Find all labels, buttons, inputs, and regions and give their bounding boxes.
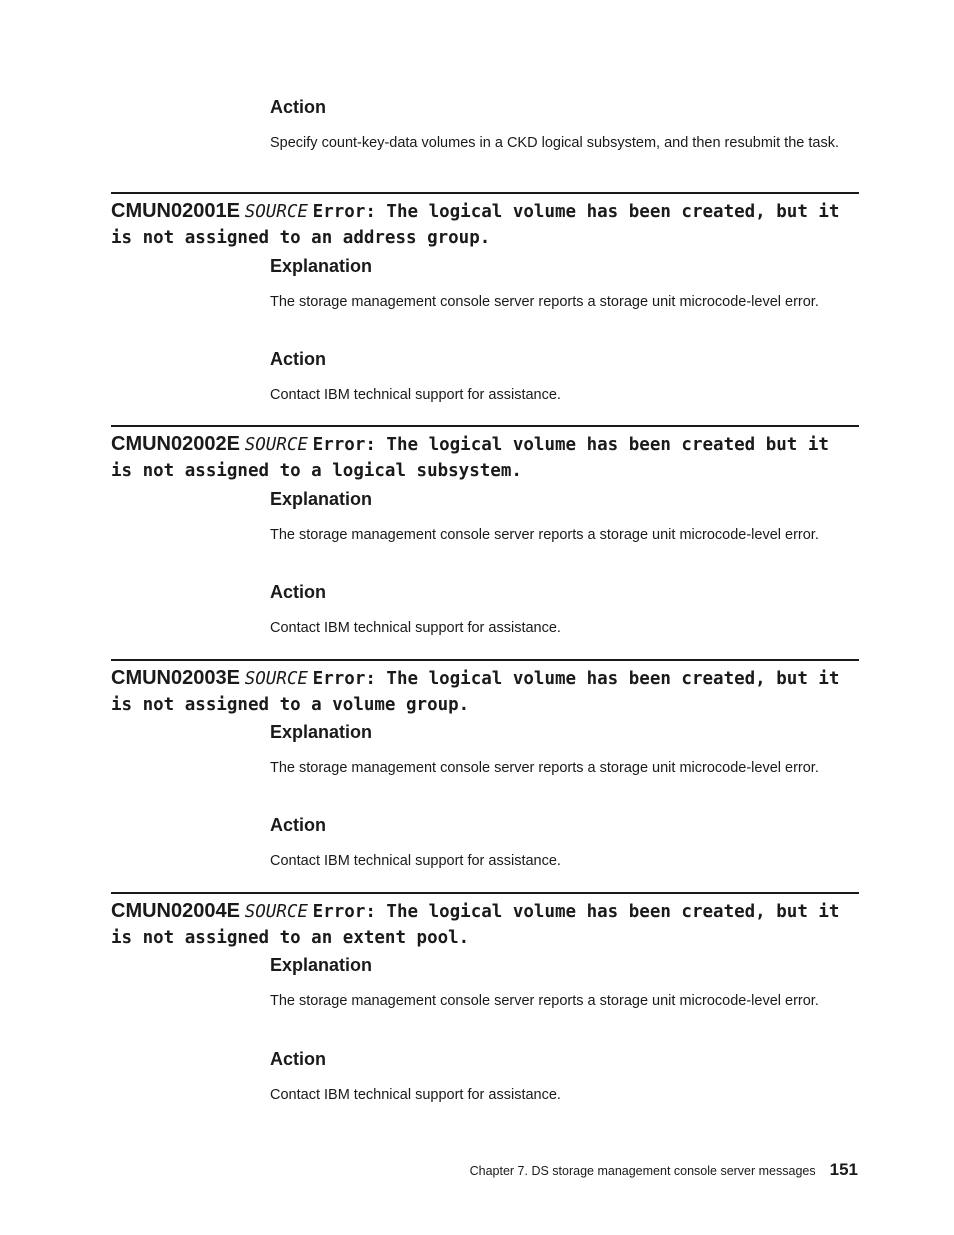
message-text: Error: The logical volume has been created, but it is not assigned to a volume group. [111, 669, 840, 715]
message-text: Error: The logical volume has been created, but it is not assigned to an address group. [111, 202, 840, 248]
intro-action-section [270, 96, 860, 153]
action-heading: Action [270, 815, 326, 835]
action-heading: Action [270, 97, 326, 117]
page-number: 151 [829, 1160, 858, 1179]
action-text: Specify count-key-data volumes in a CKD logical subsystem, and then resubmit the task. [270, 135, 839, 151]
explanation-text: The storage management console server reports a storage unit microcode-level error. [270, 993, 819, 1009]
message-text: Error: The logical volume has been created, but it is not assigned to an extent pool. [111, 902, 840, 948]
message-header-cmun02001e [111, 192, 859, 251]
action-text: Contact IBM technical support for assistance. [270, 620, 561, 636]
action-heading: Action [270, 349, 326, 369]
message-text: Error: The logical volume has been created but it is not assigned to a logical subsystem. [111, 435, 829, 481]
message-explanation-section [270, 255, 860, 312]
message-action-section [270, 581, 860, 638]
message-source: SOURCE [244, 669, 308, 689]
message-id: CMUN02001E [111, 200, 240, 222]
explanation-heading: Explanation [270, 722, 373, 742]
message-title [111, 427, 859, 484]
explanation-text: The storage management console server reports a storage unit microcode-level error. [270, 760, 819, 776]
action-text: Contact IBM technical support for assistance. [270, 1087, 561, 1103]
action-heading: Action [270, 582, 326, 602]
action-text: Contact IBM technical support for assistance. [270, 387, 561, 403]
message-action-section [270, 1048, 860, 1105]
message-title [111, 894, 859, 951]
message-explanation-section [270, 954, 860, 1011]
message-id: CMUN02003E [111, 667, 240, 689]
message-title [111, 194, 859, 251]
message-header-cmun02003e [111, 659, 859, 718]
message-action-section [270, 348, 860, 405]
explanation-text: The storage management console server reports a storage unit microcode-level error. [270, 294, 819, 310]
explanation-heading: Explanation [270, 955, 373, 975]
message-source: SOURCE [244, 435, 308, 455]
message-id: CMUN02002E [111, 433, 240, 455]
action-heading: Action [270, 1049, 326, 1069]
action-text: Contact IBM technical support for assistance. [270, 853, 561, 869]
message-header-cmun02002e [111, 425, 859, 484]
message-source: SOURCE [244, 902, 308, 922]
footer-chapter-title: Chapter 7. DS storage management console server messages [469, 1164, 816, 1178]
message-title [111, 661, 859, 718]
message-explanation-section [270, 488, 860, 545]
message-header-cmun02004e [111, 892, 859, 951]
message-id: CMUN02004E [111, 900, 240, 922]
explanation-heading: Explanation [270, 489, 373, 509]
explanation-text: The storage management console server reports a storage unit microcode-level error. [270, 527, 819, 543]
message-explanation-section [270, 721, 860, 778]
message-action-section [270, 814, 860, 871]
message-source: SOURCE [244, 202, 308, 222]
page-footer [470, 1160, 858, 1180]
explanation-heading: Explanation [270, 256, 373, 276]
